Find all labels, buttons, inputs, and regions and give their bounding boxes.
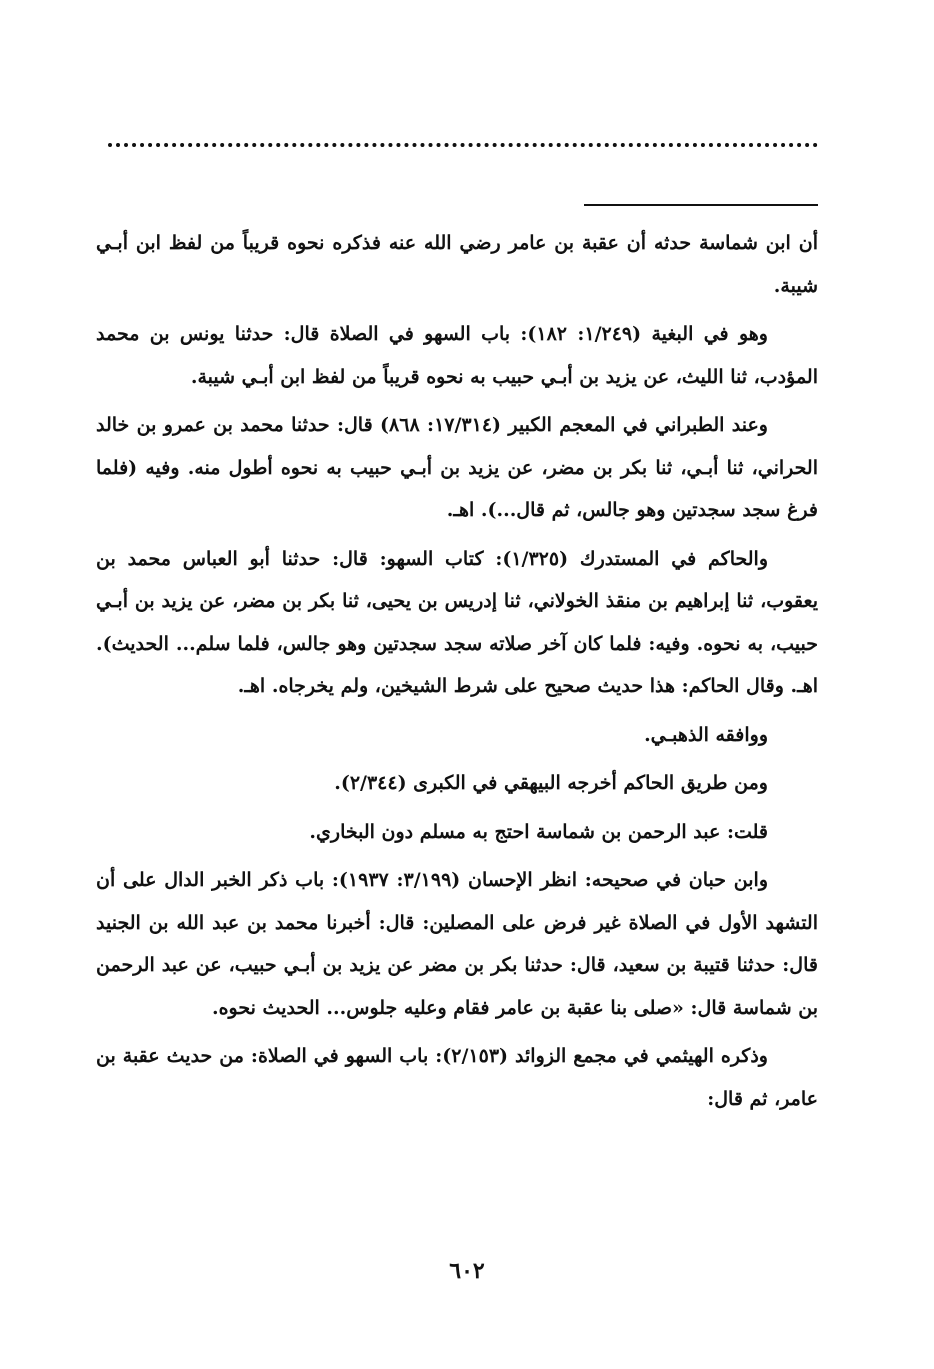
paragraph: قلت: عبد الرحمن بن شماسة احتج به مسلم دون البخاري. xyxy=(309,820,768,843)
paragraph: وهو في البغية (١/٢٤٩: ١٨٢): باب السهو في الصلاة قال: حدثنا يونس بن محمد المؤدب، ثنا الليث، عن يزيد بن أبـي حبيب به نحوه قريباً من لفظ ابن أبـي شيبة. xyxy=(96,323,818,388)
paragraph: ومن طريق الحاكم أخرجه البيهقي في الكبرى (٢/٣٤٤). xyxy=(334,772,768,794)
footnote-rule xyxy=(584,204,818,206)
paragraph: وابن حبان في صحيحه: انظر الإحسان (٣/١٩٩: ١٩٣٧): باب ذكر الخبر الدال على أن التشهد الأول في الصلاة غير فرض على المصلين: قال: أخبرنا محمد بن عبد الله بن الجنيد قال: حدثنا قتيبة بن سعيد، قال: حدثنا بكر بن مضر عن يزيد بن أبـي حبيب، عن عبد الرحمن بن شماسة قال: «صلى بنا عقبة بن عامر فقام وعليه جلوس... الحديث نحوه. xyxy=(96,869,818,1019)
footnote-text-block xyxy=(96,222,818,1126)
dotted-separator xyxy=(108,143,818,147)
paragraph: وذكره الهيثمي في مجمع الزوائد (٢/١٥٣): باب السهو في الصلاة: من حديث عقبة بن عامر، ثم قال: xyxy=(96,1045,818,1110)
page-number: ٦٠٢ xyxy=(449,1258,485,1284)
paragraph: وعند الطبراني في المعجم الكبير (١٧/٣١٤: ٨٦٨) قال: حدثنا محمد بن عمرو بن خالد الحراني، ثنا أبـي، ثنا بكر بن مضر، عن يزيد بن أبـي حبيب به نحوه أطول منه. وفيه (فلما فرغ سجد سجدتين وهو جالس، ثم قال...). اهـ. xyxy=(96,414,818,521)
paragraph: والحاكم في المستدرك (١/٣٢٥): كتاب السهو: قال: حدثنا أبو العباس محمد بن يعقوب، ثنا إبراهيم بن منقذ الخولاني، ثنا إدريس بن يحيى، ثنا بكر بن مضر، عن يزيد بن أبـي حبيب، به نحوه. وفيه: فلما كان آخر صلاته سجد سجدتين وهو جالس، فلما سلم... الحديث). اهـ. وقال الحاكم: هذا حديث صحيح على شرط الشيخين، ولم يخرجاه. اهـ. xyxy=(96,547,818,697)
paragraph: أن ابن شماسة حدثه أن عقبة بن عامر رضي الله عنه فذكره نحوه قريباً من لفظ ابن أبـي شيبة. xyxy=(96,232,818,297)
paragraph: ووافقه الذهبـي. xyxy=(644,723,768,746)
